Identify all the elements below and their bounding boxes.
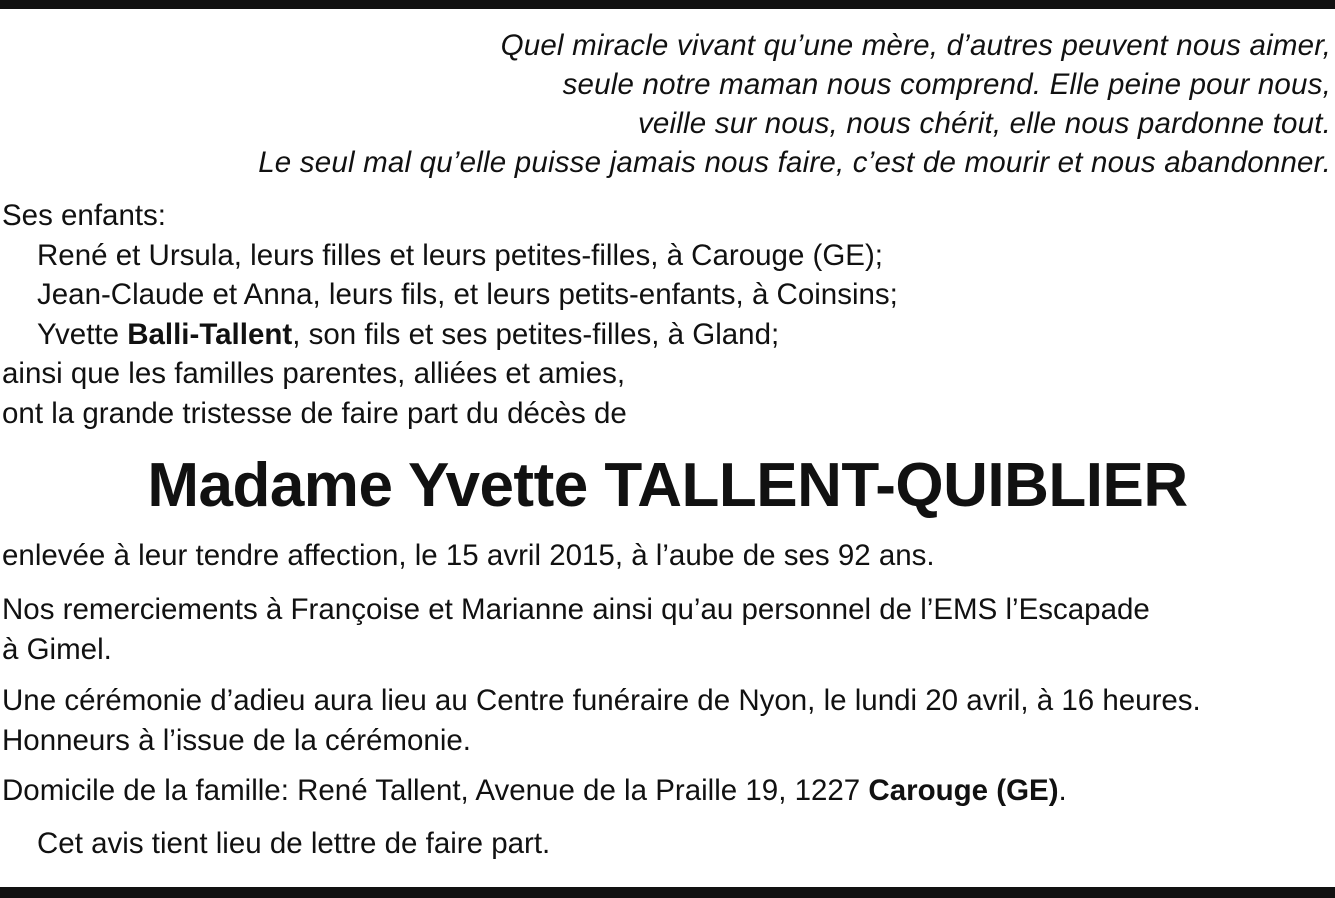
child-surname: Balli-Tallent (127, 317, 293, 351)
taken-line: enlevée à leur tendre affection, le 15 avril 2015, à l’aube de ses 92 ans. (2, 539, 935, 572)
thanks-line: à Gimel. (2, 632, 112, 666)
notice-paragraph (2, 824, 550, 864)
family-child-line: Jean-Claude et Anna, leurs fils, et leurs petits-enfants, à Coinsins; (37, 278, 898, 311)
deceased-name: Madame Yvette TALLENT-QUIBLIER (147, 451, 1188, 520)
ceremony-line: Honneurs à l’issue de la cérémonie. (2, 723, 471, 757)
domicile-period: . (1058, 774, 1067, 807)
child-prefix: Yvette (37, 317, 128, 351)
family-announce-line: ont la grande tristesse de faire part du décès de (2, 396, 627, 430)
ceremony-paragraph (2, 681, 1201, 760)
family-block (2, 196, 898, 433)
ceremony-line: Une cérémonie d’adieu aura lieu au Centre funéraire de Nyon, le lundi 20 avril, à 16 heures. (2, 684, 1201, 717)
domicile-line (2, 771, 1067, 811)
bottom-rule (0, 887, 1335, 898)
taken-paragraph (2, 536, 935, 576)
top-rule (0, 0, 1335, 9)
notice-line: Cet avis tient lieu de lettre de faire part. (37, 827, 551, 860)
thanks-paragraph (2, 590, 1150, 669)
domicile-paragraph (2, 771, 1067, 811)
family-heading: Ses enfants: (2, 199, 166, 232)
child-suffix: , son fils et ses petites-filles, à Gland; (292, 317, 780, 351)
thanks-line: Nos remerciements à Françoise et Marianne ainsi qu’au personnel de l’EMS l’Escapade (2, 593, 1150, 626)
quote-line: seule notre maman nous comprend. Elle peine pour nous, (562, 68, 1331, 101)
epigraph-quote (31, 26, 1331, 182)
family-child-line (2, 315, 898, 355)
domicile-address: Domicile de la famille: René Tallent, Avenue de la Praille 19, 1227 (2, 774, 869, 807)
quote-line: Le seul mal qu’elle puisse jamais nous faire, c’est de mourir et nous abandonner. (258, 146, 1331, 179)
quote-line: veille sur nous, nous chérit, elle nous pardonne tout. (637, 107, 1331, 140)
domicile-city: Carouge (GE) (868, 774, 1059, 807)
family-child-line: René et Ursula, leurs filles et leurs petites-filles, à Carouge (GE); (37, 238, 884, 272)
family-also-line: ainsi que les familles parentes, alliées et amies, (2, 357, 626, 390)
quote-line: Quel miracle vivant qu’une mère, d’autres peuvent nous aimer, (500, 29, 1331, 62)
